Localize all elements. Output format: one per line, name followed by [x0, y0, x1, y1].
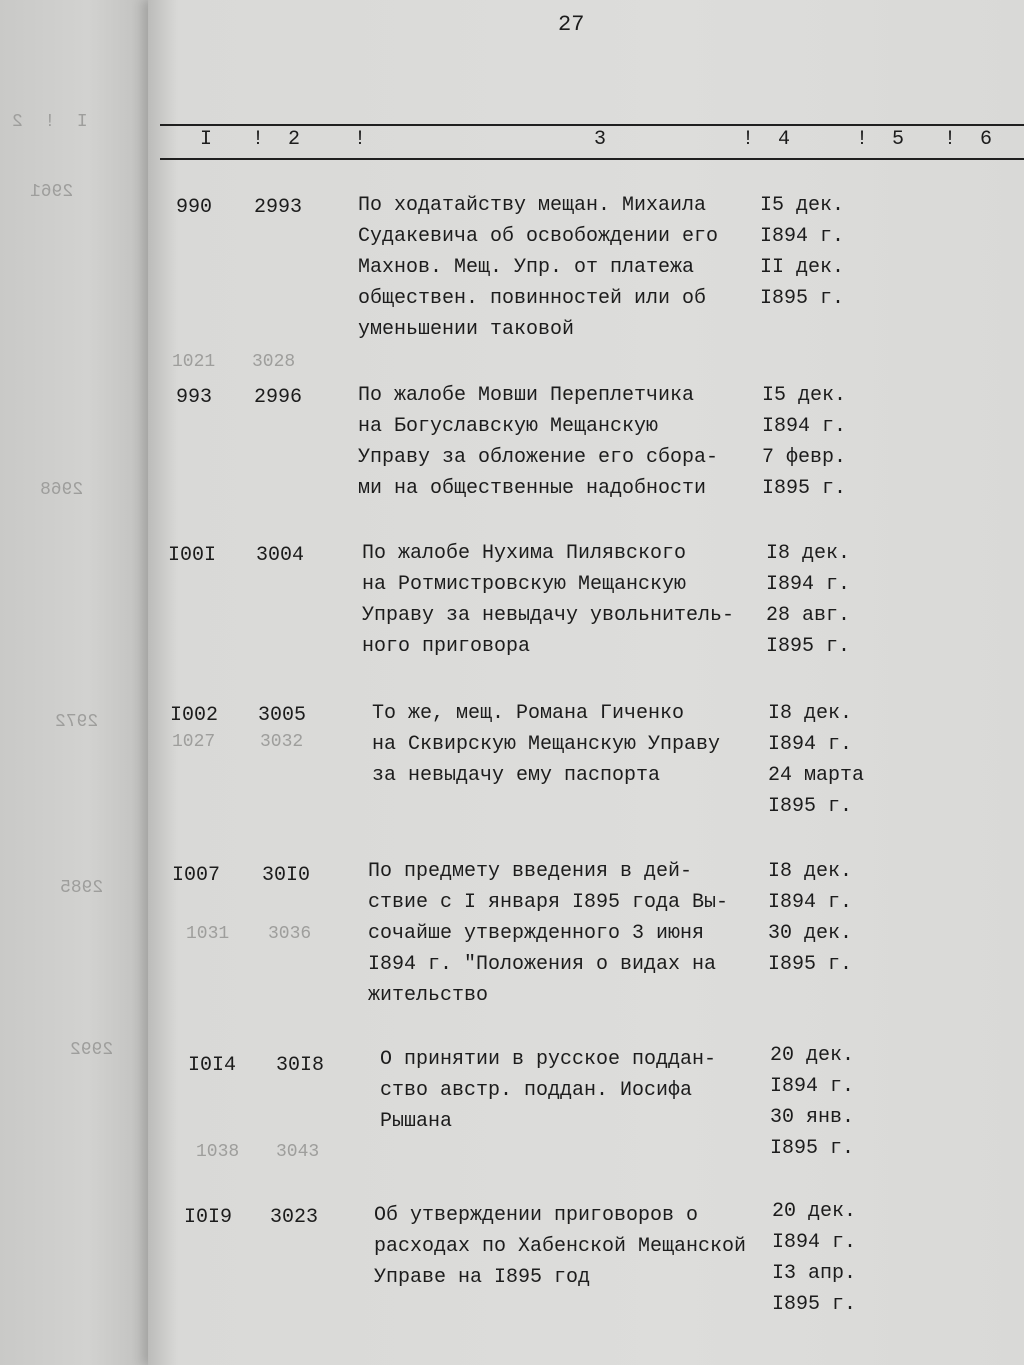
bleed-number: 3036	[268, 924, 312, 944]
description-line: уменьшении таковой	[358, 318, 575, 341]
entry-dates	[768, 856, 852, 980]
date-line: I5 дек.	[760, 194, 845, 217]
description-line: По предмету введения в дей-	[368, 860, 693, 883]
description-line: По жалобе Нухима Пилявского	[362, 542, 687, 565]
date-line: 30 дек.	[768, 922, 853, 945]
description-line: Управе на I895 год	[374, 1266, 591, 1289]
date-line: I895 г.	[766, 635, 851, 658]
entry-description	[358, 380, 718, 504]
date-line: I5 дек.	[762, 384, 847, 407]
date-line: I894 г.	[768, 733, 853, 756]
entry-dates	[762, 380, 846, 504]
header-col-6: ! 6	[944, 128, 993, 151]
file-number: 3004	[256, 544, 305, 567]
page-number: 27	[558, 12, 585, 37]
left-page-number: 2985	[60, 878, 104, 898]
description-line: Рышана	[380, 1110, 453, 1133]
description-line: на Богуславскую Мещанскую	[358, 415, 659, 438]
date-line: I894 г.	[768, 891, 853, 914]
description-line: ствие с I января I895 года Вы-	[368, 891, 729, 914]
date-line: I895 г.	[760, 287, 845, 310]
date-line: I894 г.	[762, 415, 847, 438]
description-line: О принятии в русское поддан-	[380, 1048, 717, 1071]
date-line: 20 дек.	[772, 1200, 857, 1223]
description-line: I894 г. "Положения о видах на	[368, 953, 717, 976]
description-line: расходах по Хабенской Мещанской	[374, 1235, 747, 1258]
file-number: 3005	[258, 704, 307, 727]
header-col-3: ! 3	[354, 128, 607, 151]
description-line: на Сквирскую Мещанскую Управу	[372, 733, 721, 756]
left-page-number: 2972	[55, 712, 99, 732]
bleed-number: 3028	[252, 352, 296, 372]
date-line: I8 дек.	[766, 542, 851, 565]
date-line: I8 дек.	[768, 860, 853, 883]
description-line: Управу за обложение его сбора-	[358, 446, 719, 469]
file-number: 3023	[270, 1206, 319, 1229]
date-line: I895 г.	[768, 795, 853, 818]
description-line: сочайше утвержденного 3 июня	[368, 922, 705, 945]
file-number: 30I8	[276, 1054, 325, 1077]
date-line: I3 апр.	[772, 1262, 857, 1285]
date-line: I895 г.	[762, 477, 847, 500]
left-page-number: 2961	[30, 182, 74, 202]
description-line: Управу за невыдачу увольнитель-	[362, 604, 735, 627]
entry-number: 990	[176, 196, 213, 219]
entry-dates	[768, 698, 864, 822]
description-line: обществен. повинностей или об	[358, 287, 707, 310]
entry-description	[362, 538, 734, 662]
entry-number: 993	[176, 386, 213, 409]
date-line: I894 г.	[760, 225, 845, 248]
left-page-header-fragment: I ! 2	[12, 112, 88, 132]
entry-number: I00I	[168, 544, 217, 567]
header-col-2: ! 2	[252, 128, 301, 151]
description-line: Махнов. Мещ. Упр. от платежа	[358, 256, 695, 279]
left-page-number: 2992	[70, 1040, 114, 1060]
description-line: жительство	[368, 984, 489, 1007]
date-line: 7 февр.	[762, 446, 847, 469]
date-line: II дек.	[760, 256, 845, 279]
entry-number: I007	[172, 864, 221, 887]
entry-description	[380, 1044, 716, 1137]
entry-dates	[770, 1040, 854, 1164]
header-col-4: ! 4	[742, 128, 791, 151]
date-line: I894 г.	[766, 573, 851, 596]
entry-dates	[772, 1196, 856, 1320]
description-line: на Ротмистровскую Мещанскую	[362, 573, 687, 596]
date-line: I8 дек.	[768, 702, 853, 725]
description-line: То же, мещ. Романа Гиченко	[372, 702, 685, 725]
entry-description	[372, 698, 720, 791]
date-line: 28 авг.	[766, 604, 851, 627]
entry-dates	[766, 538, 850, 662]
header-col-1: I	[200, 128, 213, 151]
left-page	[0, 0, 160, 1365]
header-col-5: ! 5	[856, 128, 905, 151]
bleed-number: 3043	[276, 1142, 320, 1162]
entry-number: I0I9	[184, 1206, 233, 1229]
description-line: По ходатайству мещан. Михаила	[358, 194, 707, 217]
bleed-number: 3032	[260, 732, 304, 752]
date-line: I895 г.	[770, 1137, 855, 1160]
description-line: Судакевича об освобождении его	[358, 225, 719, 248]
bleed-number: 1038	[196, 1142, 240, 1162]
file-number: 2993	[254, 196, 303, 219]
date-line: I895 г.	[768, 953, 853, 976]
bleed-number: 1027	[172, 732, 216, 752]
table-header-top-rule	[160, 124, 1024, 126]
left-page-number: 2968	[40, 480, 84, 500]
entry-number: I002	[170, 704, 219, 727]
entry-description	[374, 1200, 746, 1293]
file-number: 2996	[254, 386, 303, 409]
description-line: Об утверждении приговоров о	[374, 1204, 699, 1227]
date-line: I895 г.	[772, 1293, 857, 1316]
file-number: 30I0	[262, 864, 311, 887]
description-line: По жалобе Мовши Переплетчика	[358, 384, 695, 407]
description-line: ми на общественные надобности	[358, 477, 707, 500]
date-line: 30 янв.	[770, 1106, 855, 1129]
entry-dates	[760, 190, 844, 314]
date-line: 20 дек.	[770, 1044, 855, 1067]
entry-description	[368, 856, 728, 1011]
date-line: I894 г.	[772, 1231, 857, 1254]
entry-description	[358, 190, 718, 345]
description-line: ство австр. поддан. Иосифа	[380, 1079, 693, 1102]
description-line: ного приговора	[362, 635, 531, 658]
bleed-number: 1021	[172, 352, 216, 372]
date-line: I894 г.	[770, 1075, 855, 1098]
entry-number: I0I4	[188, 1054, 237, 1077]
date-line: 24 марта	[768, 764, 865, 787]
table-header-bottom-rule	[160, 158, 1024, 160]
description-line: за невыдачу ему паспорта	[372, 764, 661, 787]
bleed-number: 1031	[186, 924, 230, 944]
